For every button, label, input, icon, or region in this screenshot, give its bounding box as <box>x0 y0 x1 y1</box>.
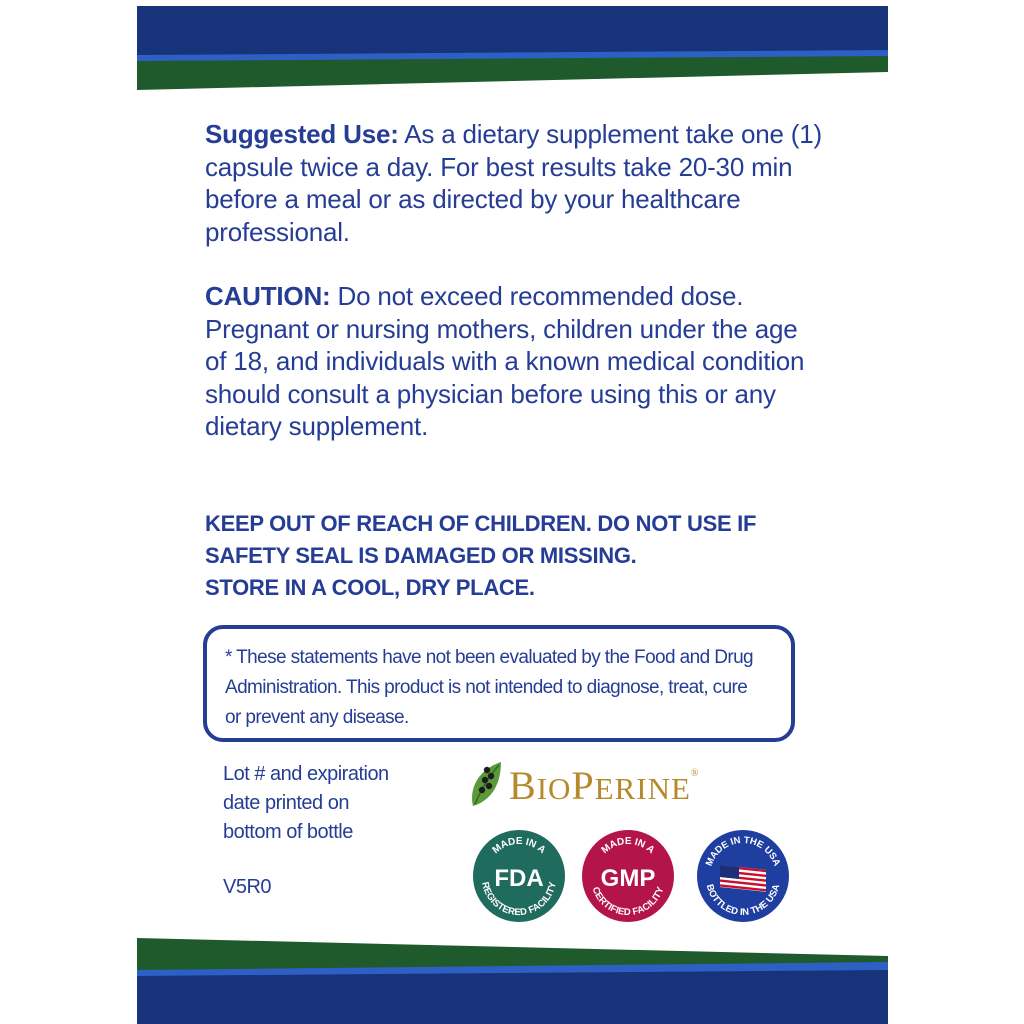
storage-warnings <box>205 508 825 604</box>
svg-text:FDA: FDA <box>494 865 544 892</box>
caution-heading: CAUTION: <box>205 281 331 311</box>
top-color-band <box>137 0 888 95</box>
lot-line: bottom of bottle <box>223 821 353 843</box>
svg-text:BOTTLED IN THE USA: BOTTLED IN THE USA <box>703 882 783 919</box>
caution-text: Do not exceed recommended dose. Pregnant or nursing mothers, children under the age of 18, and individuals with a known medical condition should consult a physician before using this or any dietary supplement. <box>205 281 805 441</box>
bottom-color-band <box>137 930 888 1024</box>
suggested-use-heading: Suggested Use: <box>205 119 399 149</box>
disclaimer-line: Administration. This product is not intended to diagnose, treat, cure <box>225 677 748 698</box>
svg-text:REGISTERED FACILITY: REGISTERED FACILITY <box>479 880 559 919</box>
supplement-label-panel <box>137 0 888 1024</box>
lot-expiration-note <box>223 760 389 847</box>
lot-line: Lot # and expiration <box>223 763 389 785</box>
made-in-usa-badge <box>693 826 793 926</box>
svg-text:MADE IN A: MADE IN A <box>490 835 548 857</box>
disclaimer-line: or prevent any disease. <box>225 707 409 728</box>
svg-text:MADE IN THE USA: MADE IN THE USA <box>703 834 783 868</box>
disclaimer-line: * These statements have not been evaluated by the Food and Drug <box>225 647 754 668</box>
fda-registered-badge <box>469 826 569 926</box>
warning-line: KEEP OUT OF REACH OF CHILDREN. DO NOT USE IF <box>205 511 757 536</box>
version-code: V5R0 <box>223 876 272 898</box>
caution-paragraph <box>205 280 825 443</box>
bioperine-wordmark: BIOPERINE® <box>509 763 700 808</box>
warning-line: STORE IN A COOL, DRY PLACE. <box>205 575 535 600</box>
svg-text:MADE IN A: MADE IN A <box>599 835 657 857</box>
gmp-certified-badge <box>578 826 678 926</box>
svg-text:CERTIFIED FACILITY: CERTIFIED FACILITY <box>589 885 667 919</box>
lot-line: date printed on <box>223 792 349 814</box>
svg-text:GMP: GMP <box>600 865 656 892</box>
warning-line: SAFETY SEAL IS DAMAGED OR MISSING. <box>205 543 637 568</box>
pepper-leaf-icon <box>467 760 507 808</box>
bioperine-logo <box>467 760 787 810</box>
suggested-use-paragraph <box>205 118 825 248</box>
suggested-use-text: As a dietary supplement take one (1) capsule twice a day. For best results take 20-30 min before a meal or as directed by your healthcare professional. <box>205 119 822 247</box>
fda-disclaimer-box <box>203 625 795 742</box>
